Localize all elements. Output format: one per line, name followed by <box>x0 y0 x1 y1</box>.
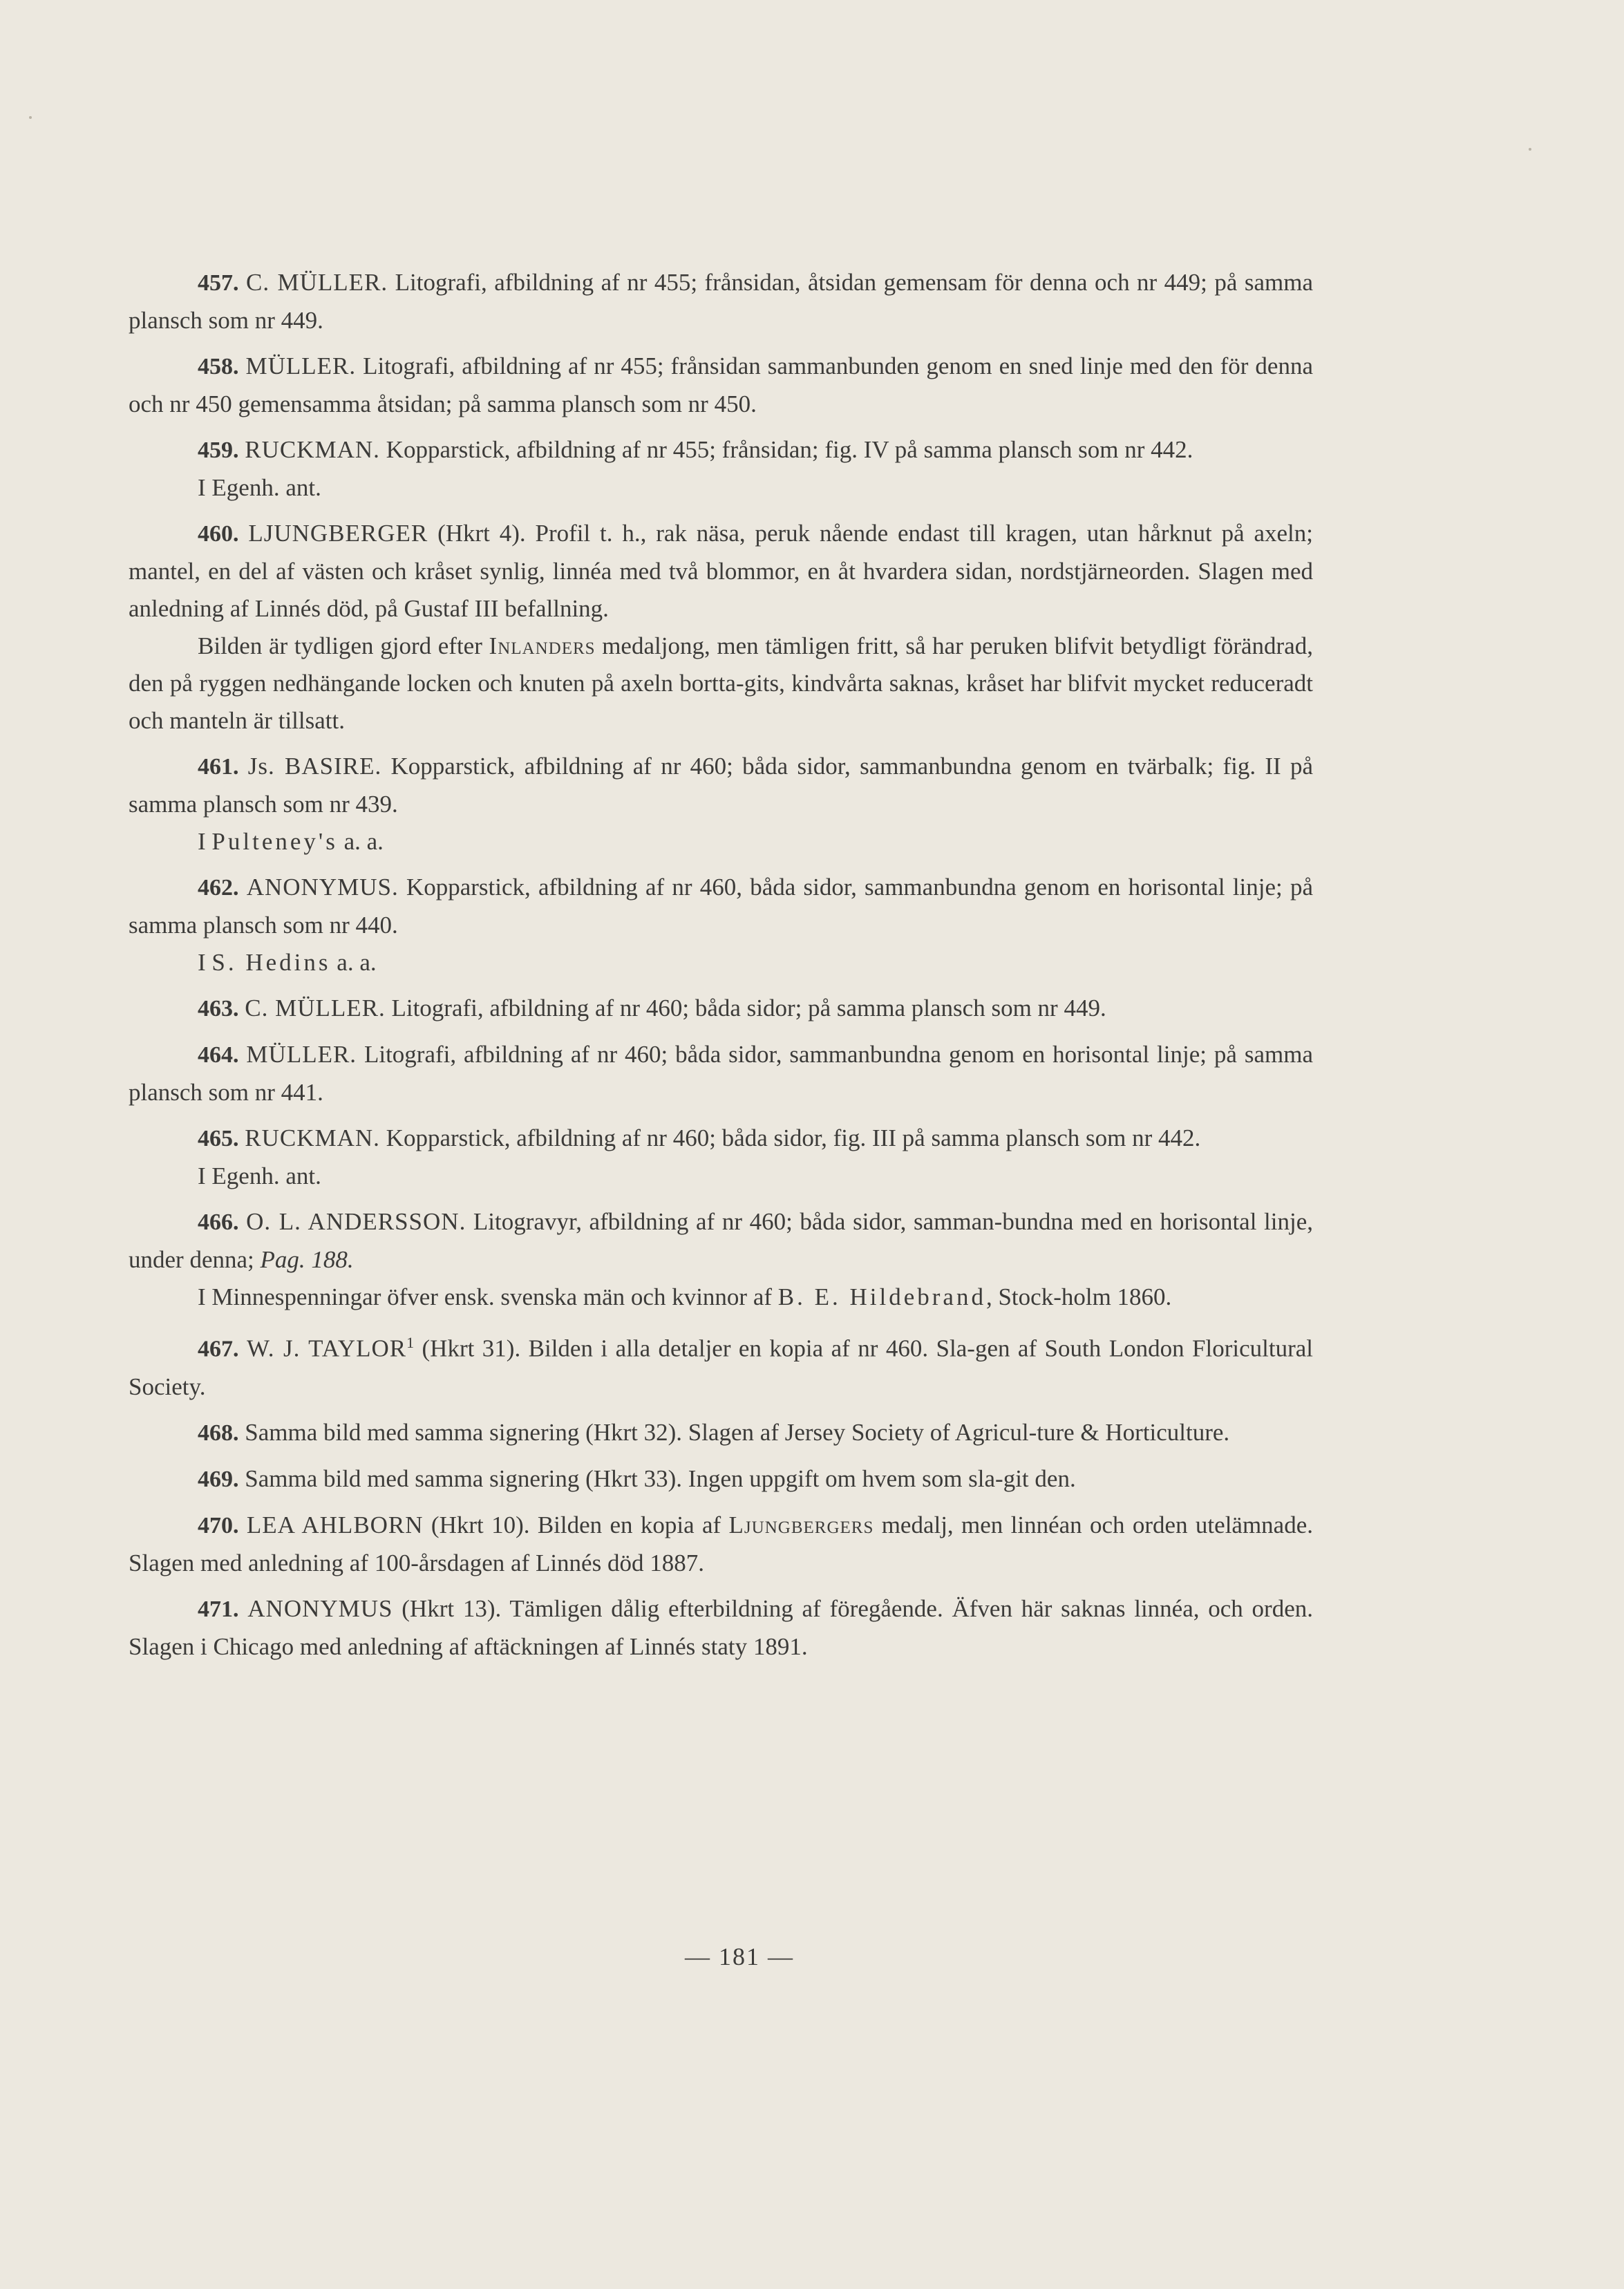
entry-458 <box>129 348 1313 423</box>
paper-speck <box>1529 148 1531 151</box>
entry-reference: I Egenh. ant. <box>198 474 321 501</box>
entry-commentary <box>129 628 1313 740</box>
entry-461 <box>129 748 1313 823</box>
entry-description: Litografi, afbildning af nr 455; frånsidan, åtsidan gemensam för denna och nr 449; på samma plansch som nr 449. <box>129 269 1313 334</box>
reference-author: Pulteney's <box>211 828 338 855</box>
entry-number: 462. <box>198 875 239 901</box>
entry-number: 471. <box>198 1596 239 1622</box>
entry-464 <box>129 1036 1313 1111</box>
entry-reference <box>129 1279 1313 1316</box>
commentary-name: Inlanders <box>489 632 596 659</box>
reference-suffix: a. a. <box>337 828 384 855</box>
entry-reference: I Egenh. ant. <box>198 1162 321 1189</box>
entry-reference <box>129 823 1313 860</box>
entry-artist: W. J. TAYLOR <box>246 1335 407 1362</box>
reference-title: I Minnespenningar öfver ensk. svenska män och kvinnor af <box>198 1283 778 1310</box>
entry-description: Litografi, afbildning af nr 455; frånsidan sammanbunden genom en sned linje med den för denna och nr 450 gemensamma åtsidan; på samma plansch som nr 450. <box>129 352 1314 417</box>
entry-number: 459. <box>198 437 239 463</box>
entry-artist: LJUNGBERGER <box>248 520 428 547</box>
catalog-text <box>129 264 1313 1674</box>
entry-description: Samma bild med samma signering (Hkrt 32). Slagen af Jersey Society of Agricul-ture & Horticulture. <box>238 1418 1230 1446</box>
entry-description: Litogravyr, afbildning af nr 460; båda sidor, samman-bundna med en horisontal linje, under denna; <box>129 1208 1313 1273</box>
entry-number: 469. <box>198 1466 239 1492</box>
reference-prefix: I <box>198 828 212 855</box>
commentary-text: Bilden är tydligen gjord efter <box>198 632 489 659</box>
entry-466 <box>129 1203 1313 1279</box>
entry-artist: O. L. ANDERSSON. <box>246 1208 466 1235</box>
entry-number: 463. <box>198 996 239 1021</box>
commentary-text: medaljong, men tämligen fritt, så har peruken blifvit betydligt förändrad, den på ryggen nedhängande locken och knuten på axeln bortta-gits, kindvårta saknas, kråset har blifvit mycket reduceradt och manteln är tillsatt. <box>129 632 1313 734</box>
entry-description: (Hkrt 10). Bilden en kopia af <box>423 1511 729 1538</box>
entry-artist: ANONYMUS. <box>246 874 399 901</box>
entry-artist: LEA AHLBORN <box>246 1511 424 1538</box>
entry-artist: C. MÜLLER. <box>245 269 388 296</box>
entry-number: 465. <box>198 1126 239 1151</box>
entry-number: 470. <box>198 1512 239 1538</box>
entry-artist: MÜLLER. <box>246 1041 357 1068</box>
entry-inscription: Pag. 188. <box>260 1246 354 1273</box>
entry-description: Kopparstick, afbildning af nr 460; båda sidor, fig. III på samma plansch som nr 442. <box>379 1124 1201 1151</box>
entry-465 <box>129 1120 1313 1158</box>
entry-number: 468. <box>198 1420 239 1446</box>
entry-artist: Js. BASIRE. <box>247 753 382 780</box>
entry-number: 457. <box>198 270 239 296</box>
entry-460 <box>129 515 1313 628</box>
entry-artist: RUCKMAN. <box>245 436 380 463</box>
entry-description: Kopparstick, afbildning af nr 460; båda sidor, sammanbundna genom en tvärbalk; fig. II på samma plansch som nr 439. <box>129 753 1314 818</box>
entry-referenced-name: Ljungbergers <box>728 1511 874 1538</box>
page-number: — 181 — <box>685 1943 794 1970</box>
entry-description: Litografi, afbildning af nr 460; båda sidor, sammanbundna genom en horisontal linje; på samma plansch som nr 441. <box>129 1041 1313 1106</box>
entry-459 <box>129 431 1313 469</box>
entry-artist: C. MÜLLER. <box>245 995 386 1021</box>
paper-speck <box>29 116 32 119</box>
entry-number: 467. <box>198 1336 239 1362</box>
entry-artist: MÜLLER. <box>245 352 357 379</box>
entry-description: Kopparstick, afbildning af nr 455; frånsidan; fig. IV på samma plansch som nr 442. <box>379 436 1193 463</box>
entry-artist: ANONYMUS <box>247 1594 393 1622</box>
entry-470 <box>129 1507 1313 1582</box>
entry-description: medalj, men linnéan och orden utelämnade. Slagen med anledning af 100-årsdagen af Linnés död 1887. <box>129 1511 1313 1576</box>
entry-number: 458. <box>198 354 239 379</box>
entry-description: (Hkrt 13). Tämligen dålig efterbildning af föregående. Äfven här saknas linnéa, och orden. Slagen i Chicago med anledning af aftäckningen af Linnés staty 1891. <box>129 1594 1314 1660</box>
reference-author: S. Hedins <box>211 949 331 976</box>
reference-suffix: a. a. <box>330 949 377 976</box>
entry-463 <box>129 990 1313 1028</box>
reference-author: B. E. Hildebrand <box>777 1283 986 1310</box>
entry-467 <box>129 1324 1313 1406</box>
reference-prefix: I <box>198 949 212 976</box>
entry-462 <box>129 869 1313 944</box>
entry-number: 466. <box>198 1209 239 1235</box>
entry-description: Samma bild med samma signering (Hkrt 33). Ingen uppgift om hvem som sla-git den. <box>238 1464 1076 1492</box>
entry-artist: RUCKMAN. <box>245 1124 380 1151</box>
entry-number: 464. <box>198 1042 239 1068</box>
entry-number: 461. <box>198 754 239 780</box>
footnote-marker: 1 <box>406 1334 415 1351</box>
entry-description: Litografi, afbildning af nr 460; båda sidor; på samma plansch som nr 449. <box>385 995 1106 1021</box>
reference-suffix: , Stock-holm 1860. <box>985 1283 1172 1310</box>
entry-468 <box>129 1414 1313 1452</box>
entry-469 <box>129 1460 1313 1498</box>
entry-description: (Hkrt 31). Bilden i alla detaljer en kopia af nr 460. Sla-gen af South London Floricultural Society. <box>129 1335 1313 1400</box>
entry-number: 460. <box>198 521 239 547</box>
entry-471 <box>129 1590 1313 1666</box>
entry-reference <box>129 944 1313 981</box>
entry-description: (Hkrt 4). Profil t. h., rak näsa, peruk nående endast till kragen, utan hårknut på axeln; mantel, en del af västen och kråset synlig, linnéa med två blommor, en åt hvardera sidan, nordstjärneorden. Slagen med anledning af Linnés död, på Gustaf III befallning. <box>129 520 1313 622</box>
entry-457 <box>129 264 1313 339</box>
entry-description: Kopparstick, afbildning af nr 460, båda sidor, sammanbundna genom en horisontal linje; på samma plansch som nr 440. <box>129 874 1313 939</box>
